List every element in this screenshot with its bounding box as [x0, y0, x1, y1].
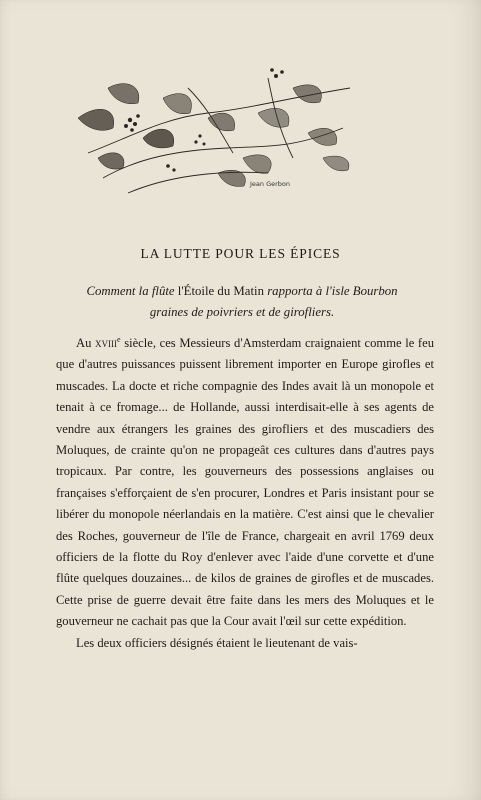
paragraph-1	[56, 333, 434, 633]
subtitle-part2: flûte	[151, 284, 175, 298]
engraver-signature: Jean Gerbon	[250, 180, 291, 188]
p1-start: Au	[76, 336, 96, 350]
p1-sup: e	[117, 334, 121, 344]
body-text	[56, 333, 434, 654]
chapter-title: LA LUTTE POUR LES ÉPICES	[140, 246, 341, 261]
subtitle-line2: graines de poivriers et de girofliers.	[149, 305, 335, 319]
subtitle-part3: l'Étoile du Matin	[174, 284, 268, 298]
botanical-engraving	[68, 58, 360, 200]
paragraph-2: Les deux officiers désignés étaient le lieutenant de vais-	[76, 635, 358, 650]
subtitle-part4: rapporta à l'isle Bourbon	[267, 284, 398, 298]
chapter-subtitle	[42, 281, 442, 323]
p1-century: xviii	[95, 336, 118, 350]
subtitle-part1: Comment la	[86, 284, 152, 298]
spice-plants-illustration	[68, 58, 360, 200]
p1-rest: siècle, ces Messieurs d'Amsterdam craignaient comme le feu que d'autres puissances puissent librement importer en Europe girofles et muscades. La docte et riche compagnie des Indes avait là un monopole et tenait à ce fromage... de Hollande, aussi interdisait-elle à ses agents de vendre aux étrangers les graines des girofliers et des muscadiers des Moluques, de crainte qu'on ne propageât ces cultures dans d'autres pays tropicaux. Par contre, les gouverneurs des possessions anglaises ou françaises s'efforçaient de s'en procurer, Londres et Paris insistant pour se libérer du monopole néerlandais en la matière. C'est ainsi que le chevalier des Roches, gouverneur de l'île de France, chargeait en avril 1769 deux officiers de la flotte du Roy d'enlever avec l'aide d'une corvette et d'une flûte quelques douzaines... de kilos de graines de girofles et de muscades. Cette prise de guerre devait être faite dans les mers des Moluques et le gouverneur ne cachait pas que la Cour avait l'œil sur cette expédition.	[56, 336, 434, 629]
